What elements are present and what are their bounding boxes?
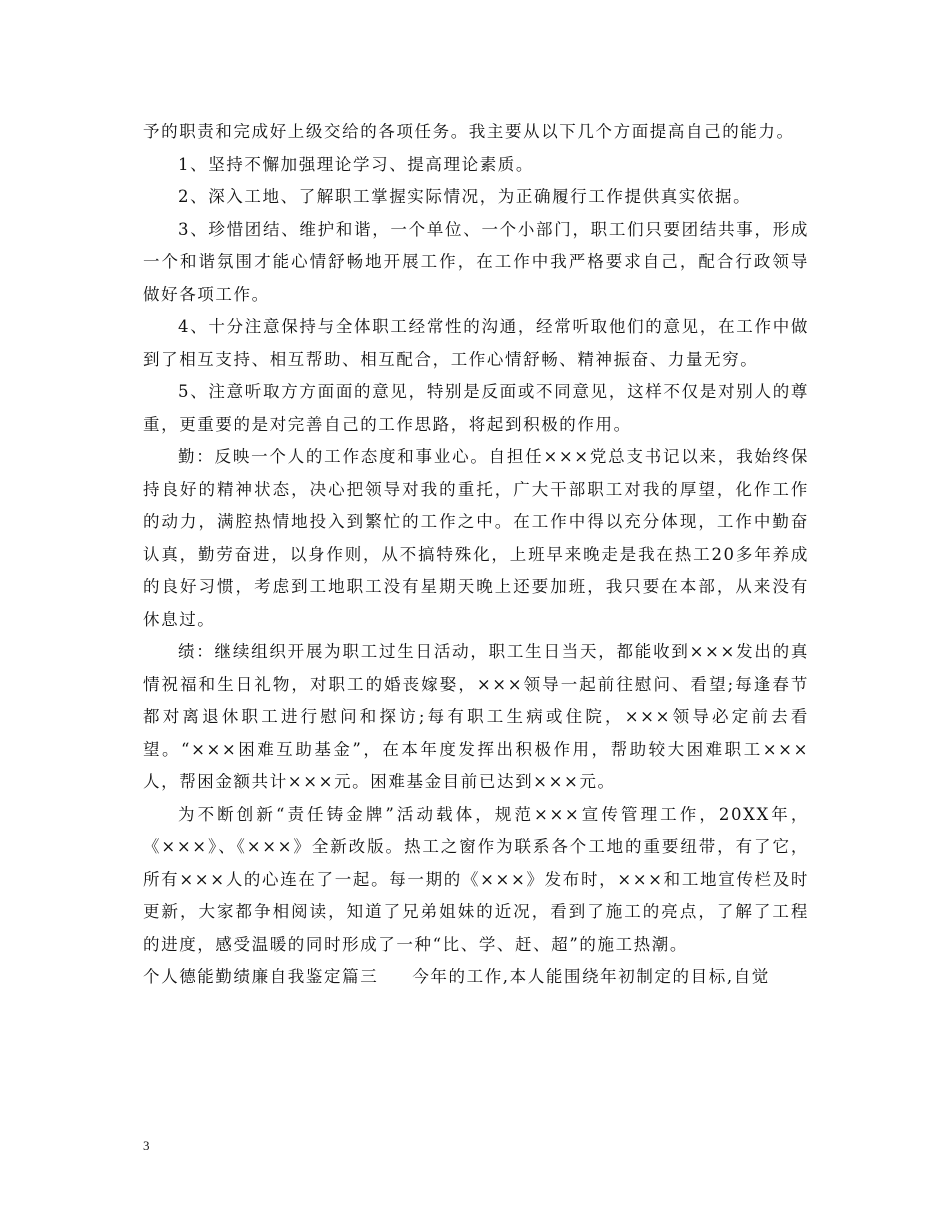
paragraph: 4、十分注意保持与全体职工经常性的沟通，经常听取他们的意见，在工作中做到了相互支持、相互帮助、相互配合，工作心情舒畅、精神振奋、力量无穷。 [143,317,809,369]
section-lead-text: 今年的工作,本人能围绕年初制定的目标,自觉 [412,967,770,986]
paragraph: 3、珍惜团结、维护和谐，一个单位、一个小部门，职工们只要团结共事，形成一个和谐氛围才能心情舒畅地开展工作，在工作中我严格要求自己，配合行政领导做好各项工作。 [143,219,809,304]
paragraph: 绩：继续组织开展为职工过生日活动，职工生日当天，都能收到×××发出的真情祝福和生日礼物，对职工的婚丧嫁娶，×××领导一起前往慰问、看望;每逢春节都对离退休职工进行慰问和探访;每有职工生病或住院，×××领导必定前去看望。“×××困难互助基金”，在本年度发挥出积极作用，帮助较大困难职工×××人，帮困金额共计×××元。困难基金目前已达到×××元。 [143,642,809,791]
section-title: 个人德能勤绩廉自我鉴定篇三 [143,967,379,986]
section-heading-line [143,961,809,994]
paragraph: 为不断创新“责任铸金牌”活动载体，规范×××宣传管理工作，20XX年，《×××》、《×××》全新改版。热工之窗作为联系各个工地的重要纽带，有了它，所有×××人的心连在了一起。每一期的《×××》发布时，×××和工地宣传栏及时更新，大家都争相阅读，知道了兄弟姐妹的近况，看到了施工的亮点，了解了工程的进度，感受温暖的同时形成了一种“比、学、赶、超”的施工热潮。 [143,804,809,954]
page-number: 3 [143,1138,150,1153]
paragraph: 2、深入工地、了解职工掌握实际情况，为正确履行工作提供真实依据。 [178,187,752,206]
body-text [143,116,809,994]
paragraph: 5、注意听取方方面面的意见，特别是反面或不同意见，这样不仅是对别人的尊重，更重要的是对完善自己的工作思路，将起到积极的作用。 [143,382,809,434]
paragraph: 予的职责和完成好上级交给的各项任务。我主要从以下几个方面提高自己的能力。 [143,122,795,141]
paragraph: 勤：反映一个人的工作态度和事业心。自担任×××党总支书记以来，我始终保持良好的精神状态，决心把领导对我的重托，广大干部职工对我的厚望，化作工作的动力，满腔热情地投入到繁忙的工作之中。在工作中得以充分体现，工作中勤奋认真，勤劳奋进，以身作则，从不搞特殊化，上班早来晚走是我在热工20多年养成的良好习惯，考虑到工地职工没有星期天晚上还要加班，我只要在本部，从来没有休息过。 [143,447,809,629]
paragraph: 1、坚持不懈加强理论学习、提高理论素质。 [178,154,534,174]
